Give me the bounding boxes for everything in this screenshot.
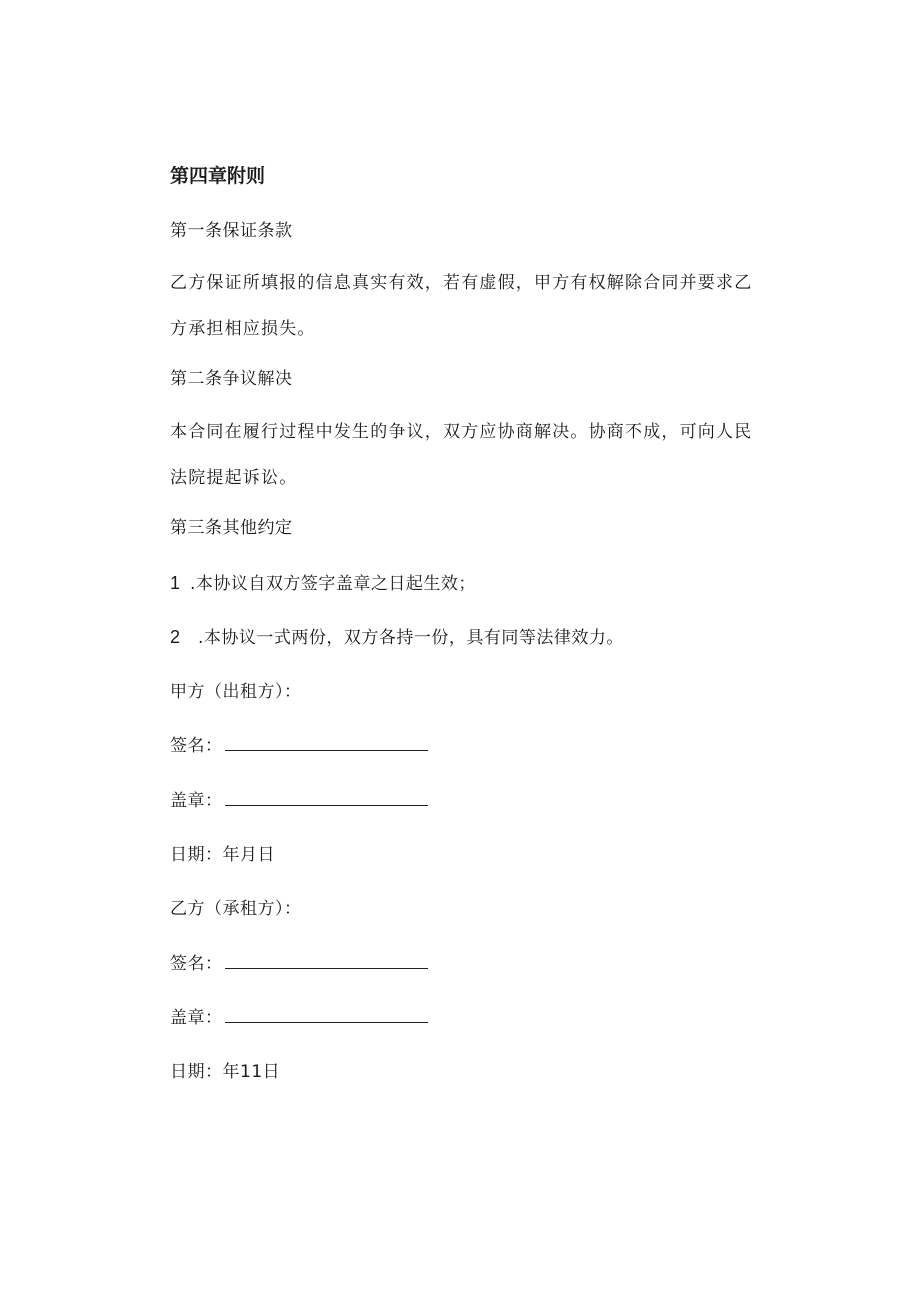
item-text: .本协议一式两份，双方各持一份，具有同等法律效力。 (198, 628, 624, 648)
party-b-title: 乙方（承租方）： (170, 899, 302, 919)
seal-blank-line (225, 793, 428, 806)
sign-blank-line (225, 956, 428, 969)
item-text: .本协议自双方签字盖章之日起生效； (190, 574, 476, 594)
party-b-date: 日期：年11日 (170, 1062, 281, 1082)
party-a-title: 甲方（出租方）： (170, 682, 302, 702)
article-3-item-1 (170, 572, 476, 595)
sign-label: 签名： (170, 954, 223, 974)
article-2-body: 本合同在履行过程中发生的争议，双方应协商解决。协商不成，可向人民法院提起诉讼。 (170, 422, 753, 488)
party-b-seal-row (170, 1007, 428, 1029)
party-a-sign-row (170, 735, 428, 757)
item-number: 2 (170, 627, 181, 647)
article-3-item-2 (170, 626, 624, 649)
item-number: 1 (170, 573, 181, 593)
article-1-body: 乙方保证所填报的信息真实有效，若有虚假，甲方有权解除合同并要求乙方承担相应损失。 (170, 273, 753, 339)
sign-blank-line (225, 738, 428, 751)
seal-label: 盖章： (170, 1008, 223, 1028)
seal-label: 盖章： (170, 791, 223, 811)
chapter-title: 第四章附则 (170, 165, 266, 187)
article-3-heading: 第三条其他约定 (170, 518, 293, 538)
party-b-sign-row (170, 953, 428, 975)
article-1-heading: 第一条保证条款 (170, 221, 293, 241)
sign-label: 签名： (170, 736, 223, 756)
article-2-heading: 第二条争议解决 (170, 369, 293, 389)
seal-blank-line (225, 1010, 428, 1023)
party-a-date: 日期：年月日 (170, 845, 275, 865)
party-a-seal-row (170, 790, 428, 812)
